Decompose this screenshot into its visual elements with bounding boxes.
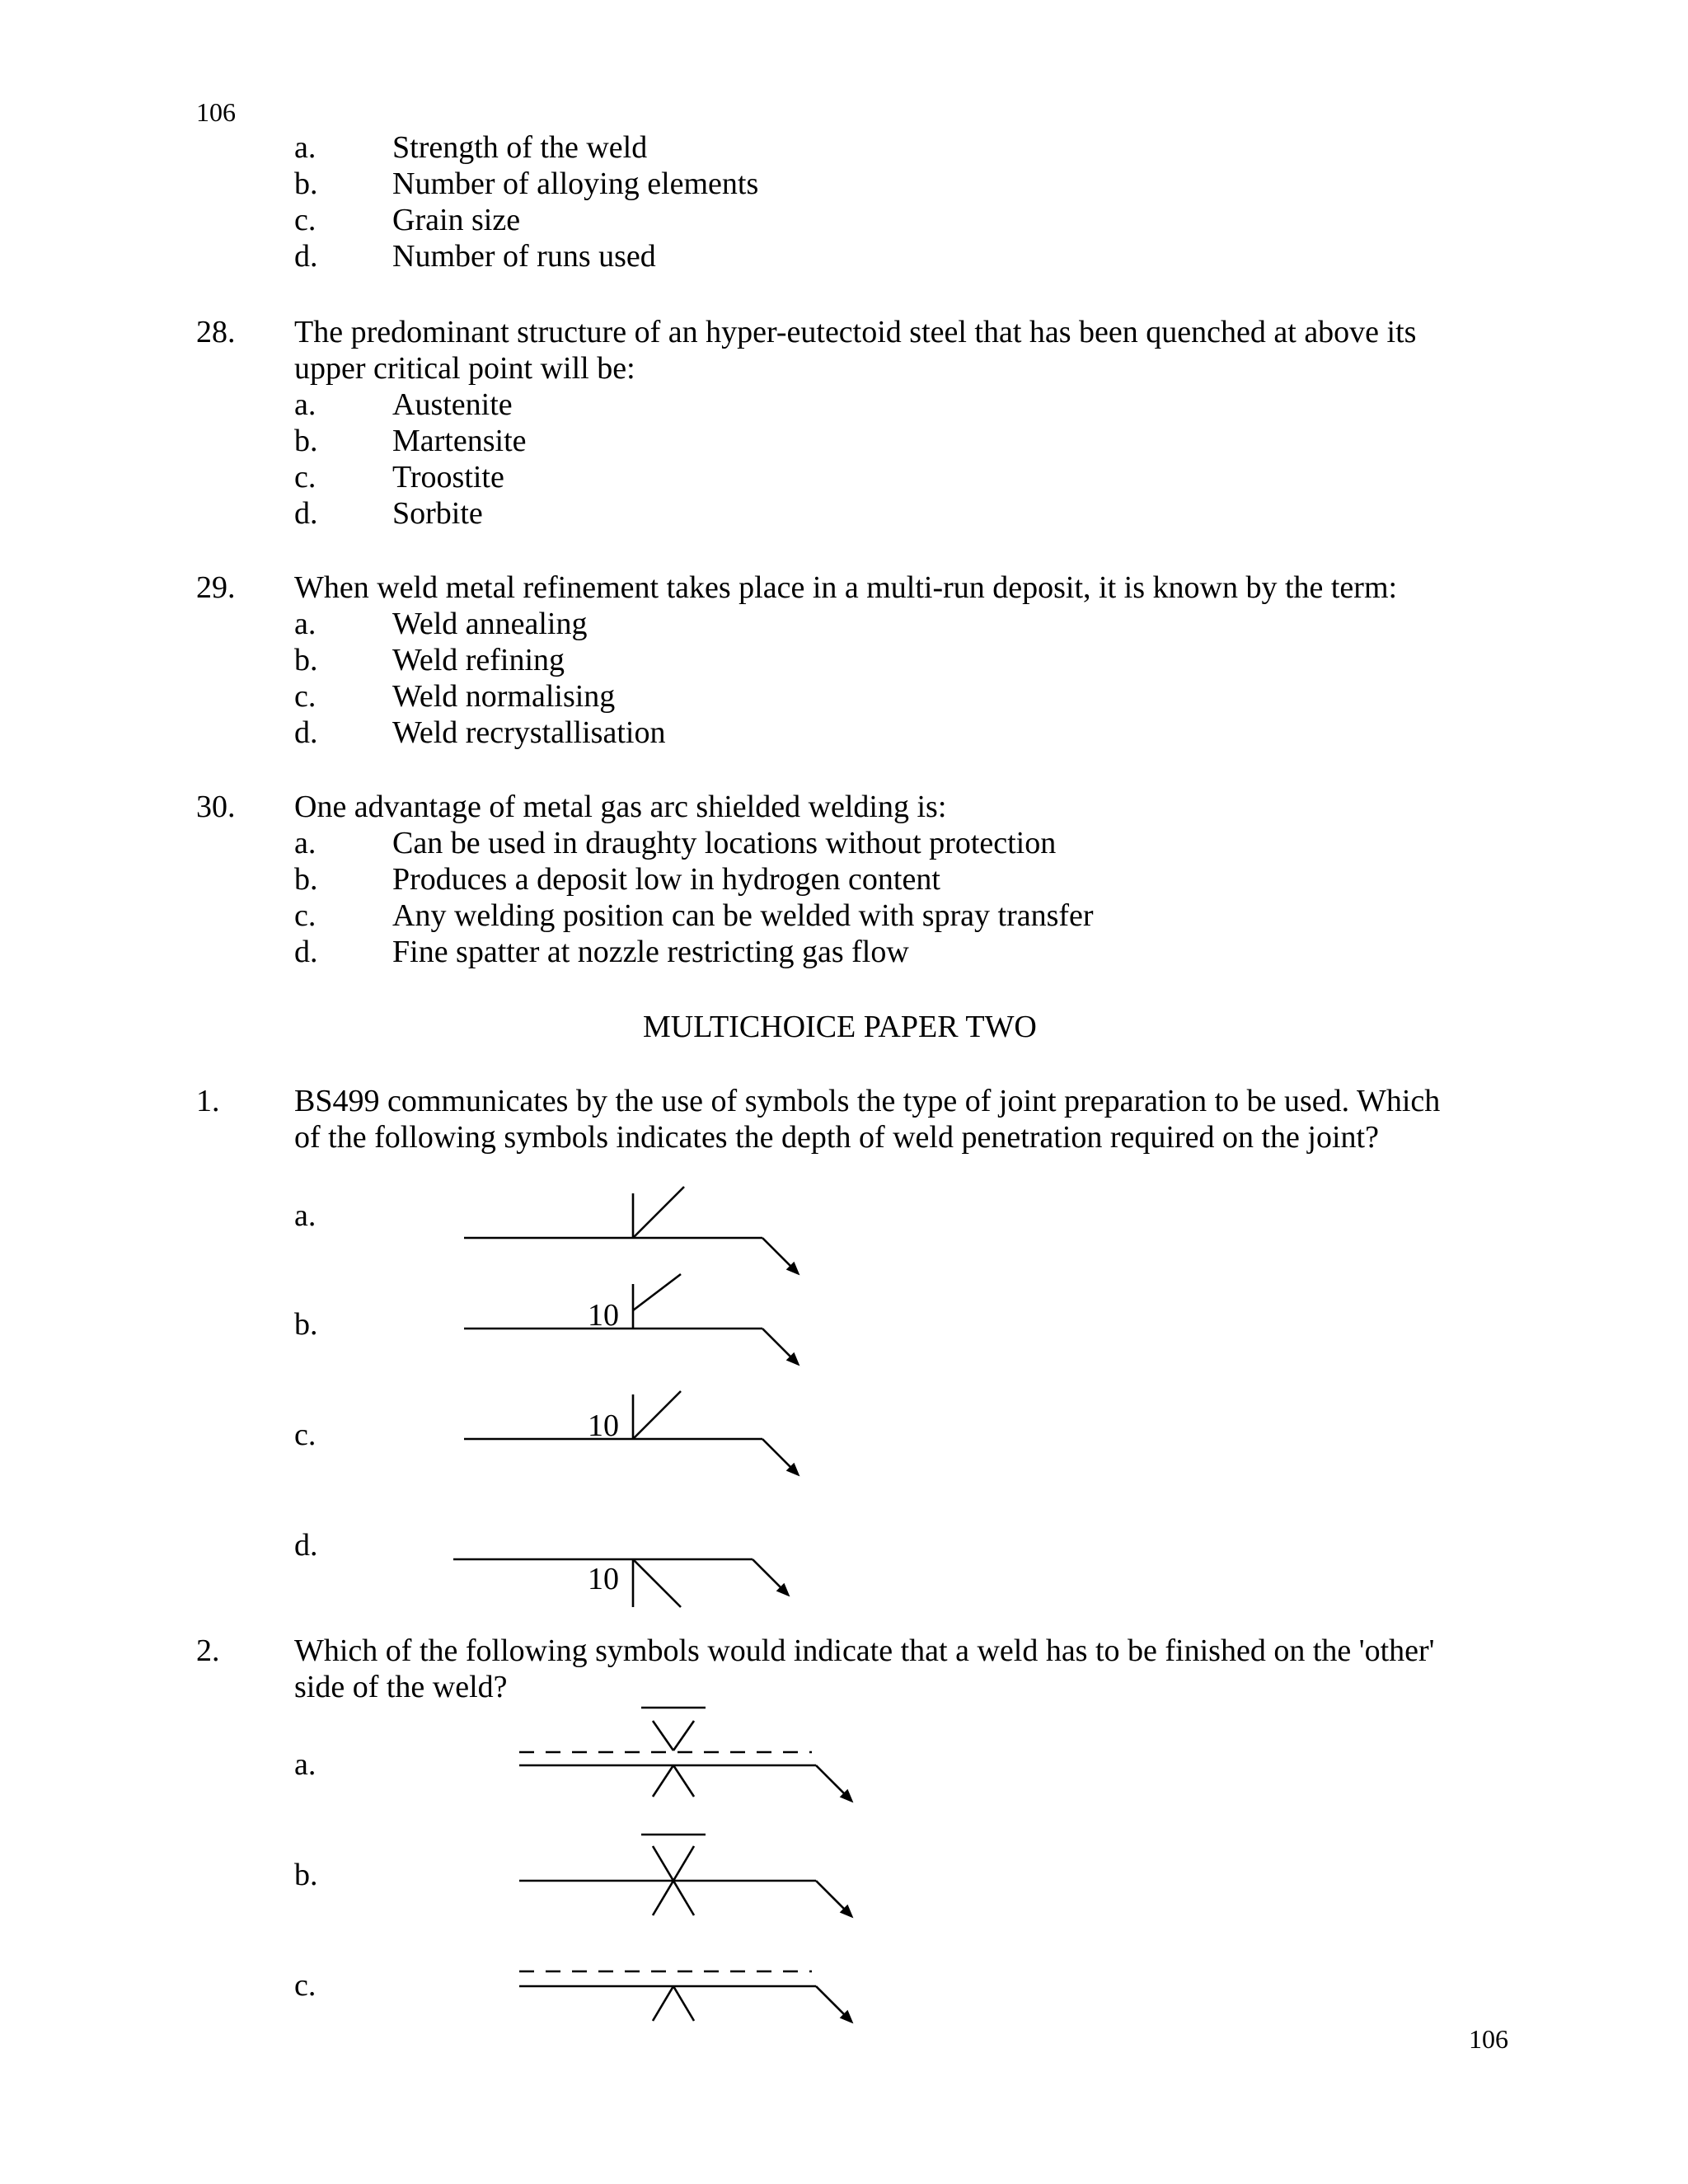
question-text: of the following symbols indicates the depth of weld penetration required on the joint? bbox=[294, 1120, 1379, 1155]
option-text: Strength of the weld bbox=[392, 130, 648, 165]
option-letter: c. bbox=[294, 203, 316, 237]
option-letter: d. bbox=[294, 496, 318, 531]
symbol-bevel bbox=[633, 1559, 681, 1607]
option-text: Fine spatter at nozzle restricting gas flow bbox=[392, 935, 909, 969]
option-letter: c. bbox=[294, 898, 316, 933]
option-letter: b. bbox=[294, 1858, 318, 1892]
question-number: 28. bbox=[196, 315, 236, 349]
v-symbol-bottom bbox=[653, 1765, 673, 1797]
option-text: Austenite bbox=[392, 387, 513, 422]
v-symbol-bottom bbox=[673, 1986, 694, 2021]
option-letter: d. bbox=[294, 239, 318, 274]
question-number: 29. bbox=[196, 570, 236, 605]
question-text: One advantage of metal gas arc shielded welding is: bbox=[294, 790, 947, 824]
option-text: Produces a deposit low in hydrogen content bbox=[392, 862, 940, 897]
v-symbol-top bbox=[653, 1846, 673, 1881]
option-letter: c. bbox=[294, 1968, 316, 2003]
question-text: When weld metal refinement takes place in a multi-run deposit, it is known by the term: bbox=[294, 570, 1398, 605]
question-text: side of the weld? bbox=[294, 1670, 508, 1704]
option-letter: a. bbox=[294, 607, 316, 641]
option-letter: a. bbox=[294, 826, 316, 860]
option-letter: d. bbox=[294, 1528, 318, 1563]
question-text: upper critical point will be: bbox=[294, 351, 635, 386]
symbol-bevel bbox=[633, 1274, 681, 1310]
option-letter: b. bbox=[294, 1307, 318, 1342]
option-letter: c. bbox=[294, 679, 316, 714]
option-letter: d. bbox=[294, 715, 318, 750]
question-number: 2. bbox=[196, 1633, 220, 1668]
option-text: Weld recrystallisation bbox=[392, 715, 666, 750]
option-letter: c. bbox=[294, 460, 316, 494]
section-title: MULTICHOICE PAPER TWO bbox=[643, 1010, 1037, 1044]
option-letter: a. bbox=[294, 1747, 316, 1782]
v-symbol-bottom bbox=[653, 1881, 673, 1915]
dimension-label: 10 bbox=[588, 1298, 619, 1333]
option-letter: a. bbox=[294, 130, 316, 165]
symbol-bevel bbox=[633, 1391, 681, 1439]
question-text: The predominant structure of an hyper-eutectoid steel that has been quenched at above its bbox=[294, 315, 1417, 349]
option-text: Martensite bbox=[392, 424, 527, 458]
option-text: Any welding position can be welded with spray transfer bbox=[392, 898, 1094, 933]
option-text: Number of alloying elements bbox=[392, 166, 759, 201]
v-symbol-top bbox=[673, 1846, 694, 1881]
v-symbol-top bbox=[653, 1721, 673, 1750]
option-text: Troostite bbox=[392, 460, 504, 494]
question-number: 1. bbox=[196, 1084, 220, 1118]
question-number: 30. bbox=[196, 790, 236, 824]
question-text: BS499 communicates by the use of symbols the type of joint preparation to be used. Which bbox=[294, 1084, 1441, 1118]
option-letter: b. bbox=[294, 424, 318, 458]
option-text: Sorbite bbox=[392, 496, 483, 531]
option-text: Can be used in draughty locations without protection bbox=[392, 826, 1057, 860]
v-symbol-top bbox=[673, 1721, 694, 1750]
option-letter: c. bbox=[294, 1418, 316, 1452]
v-symbol-bottom bbox=[673, 1765, 694, 1797]
v-symbol-bottom bbox=[653, 1986, 673, 2021]
weld-symbol-2c bbox=[0, 0, 1, 1]
dimension-label: 10 bbox=[588, 1408, 619, 1443]
option-letter: b. bbox=[294, 166, 318, 201]
option-letter: b. bbox=[294, 643, 318, 677]
dimension-label: 10 bbox=[588, 1562, 619, 1596]
option-letter: a. bbox=[294, 387, 316, 422]
option-letter: a. bbox=[294, 1198, 316, 1233]
option-text: Grain size bbox=[392, 203, 521, 237]
option-text: Weld refining bbox=[392, 643, 565, 677]
option-text: Weld normalising bbox=[392, 679, 616, 714]
page-number-top: 106 bbox=[196, 97, 236, 127]
question-text: Which of the following symbols would indicate that a weld has to be finished on the 'other' bbox=[294, 1633, 1435, 1668]
option-text: Weld annealing bbox=[392, 607, 588, 641]
option-text: Number of runs used bbox=[392, 239, 656, 274]
option-letter: b. bbox=[294, 862, 318, 897]
symbol-bevel bbox=[633, 1187, 684, 1238]
v-symbol-bottom bbox=[673, 1881, 694, 1915]
page-number-bottom: 106 bbox=[1469, 2024, 1508, 2054]
option-letter: d. bbox=[294, 935, 318, 969]
